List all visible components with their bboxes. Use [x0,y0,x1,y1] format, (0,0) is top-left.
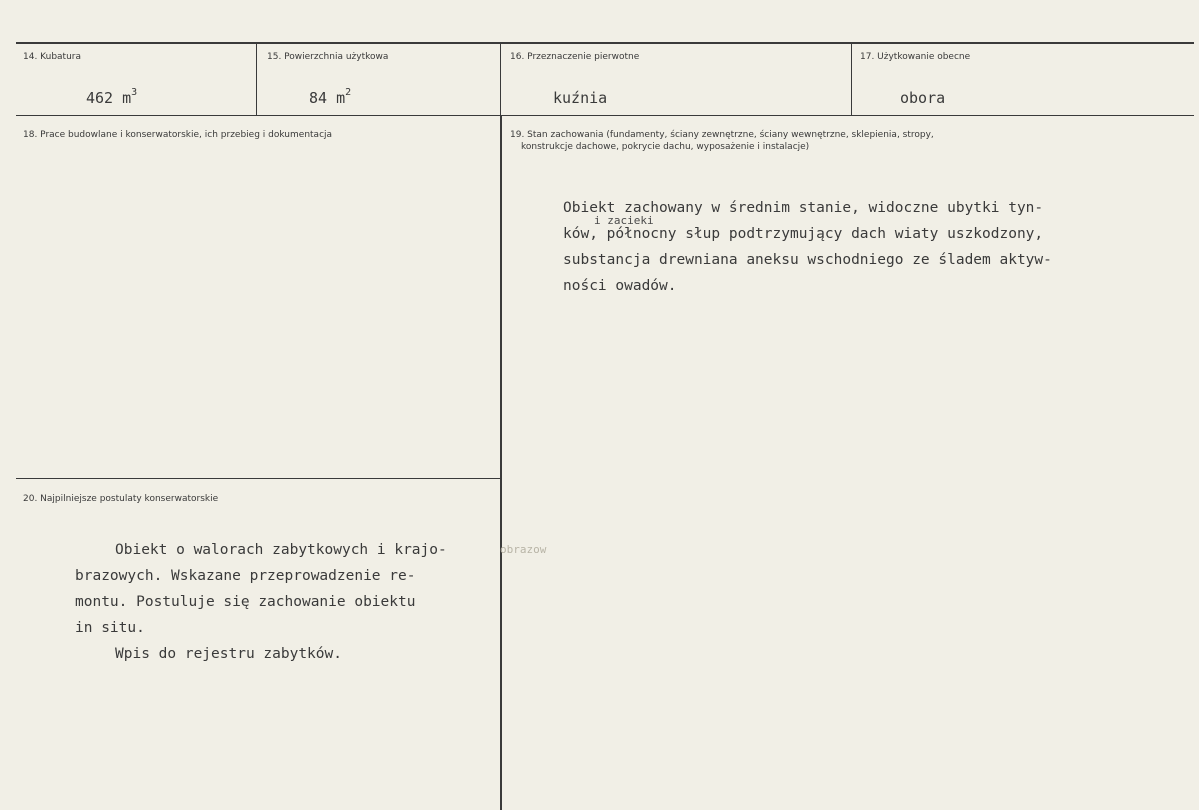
przeznaczenie-label: 16. Przeznaczenie pierwotne [510,52,640,62]
top-rule [16,42,1194,44]
row1-divider-2 [500,43,501,116]
kubatura-label: 14. Kubatura [23,52,82,62]
section-18-bottom-rule [16,478,501,479]
postulaty-faint-note: obrazow [500,543,547,556]
postulaty-line-5: Wpis do rejestru zabytków. [115,646,342,662]
kubatura-number: 462 m [86,89,132,107]
postulaty-line-1: Obiekt o walorach zabytkowych i krajo- [115,542,447,558]
powierzchnia-value [309,89,351,107]
uzytkowanie-label: 17. Użytkowanie obecne [860,52,971,62]
przeznaczenie-value: kuźnia [553,89,608,107]
powierzchnia-exponent: 2 [345,87,352,98]
postulaty-line-2: brazowych. Wskazane przeprowadzenie re- [75,568,416,584]
stan-line-4: ności owadów. [563,278,677,294]
kubatura-exponent: 3 [131,87,138,98]
postulaty-line-3: montu. Postuluje się zachowanie obiektu [75,594,416,610]
row1-divider-1 [256,43,257,116]
uzytkowanie-value: obora [900,89,946,107]
powierzchnia-number: 84 m [309,89,346,107]
stan-line-1: Obiekt zachowany w średnim stanie, widoczne ubytki tyn- [563,200,1044,216]
main-vertical-divider [500,116,502,810]
kubatura-value [86,89,137,107]
stan-label-line1: 19. Stan zachowania (fundamenty, ściany zewnętrzne, ściany wewnętrzne, sklepienia, stropy, [510,130,934,140]
stan-label-line2: konstrukcje dachowe, pokrycie dachu, wyposażenie i instalacje) [521,142,810,152]
prace-label: 18. Prace budowlane i konserwatorskie, ich przebieg i dokumentacja [23,130,333,140]
stan-line-3: substancja drewniana aneksu wschodniego ze śladem aktyw- [563,252,1052,268]
stan-overprint-note: i zacieki [594,214,654,227]
row1-divider-3 [851,43,852,116]
row1-bottom-rule [16,115,1194,116]
stan-line-2: ków, północny słup podtrzymujący dach wiaty uszkodzony, [563,226,1044,242]
powierzchnia-label: 15. Powierzchnia użytkowa [267,52,389,62]
postulaty-label: 20. Najpilniejsze postulaty konserwatorskie [23,494,219,504]
postulaty-line-4: in situ. [75,620,145,636]
